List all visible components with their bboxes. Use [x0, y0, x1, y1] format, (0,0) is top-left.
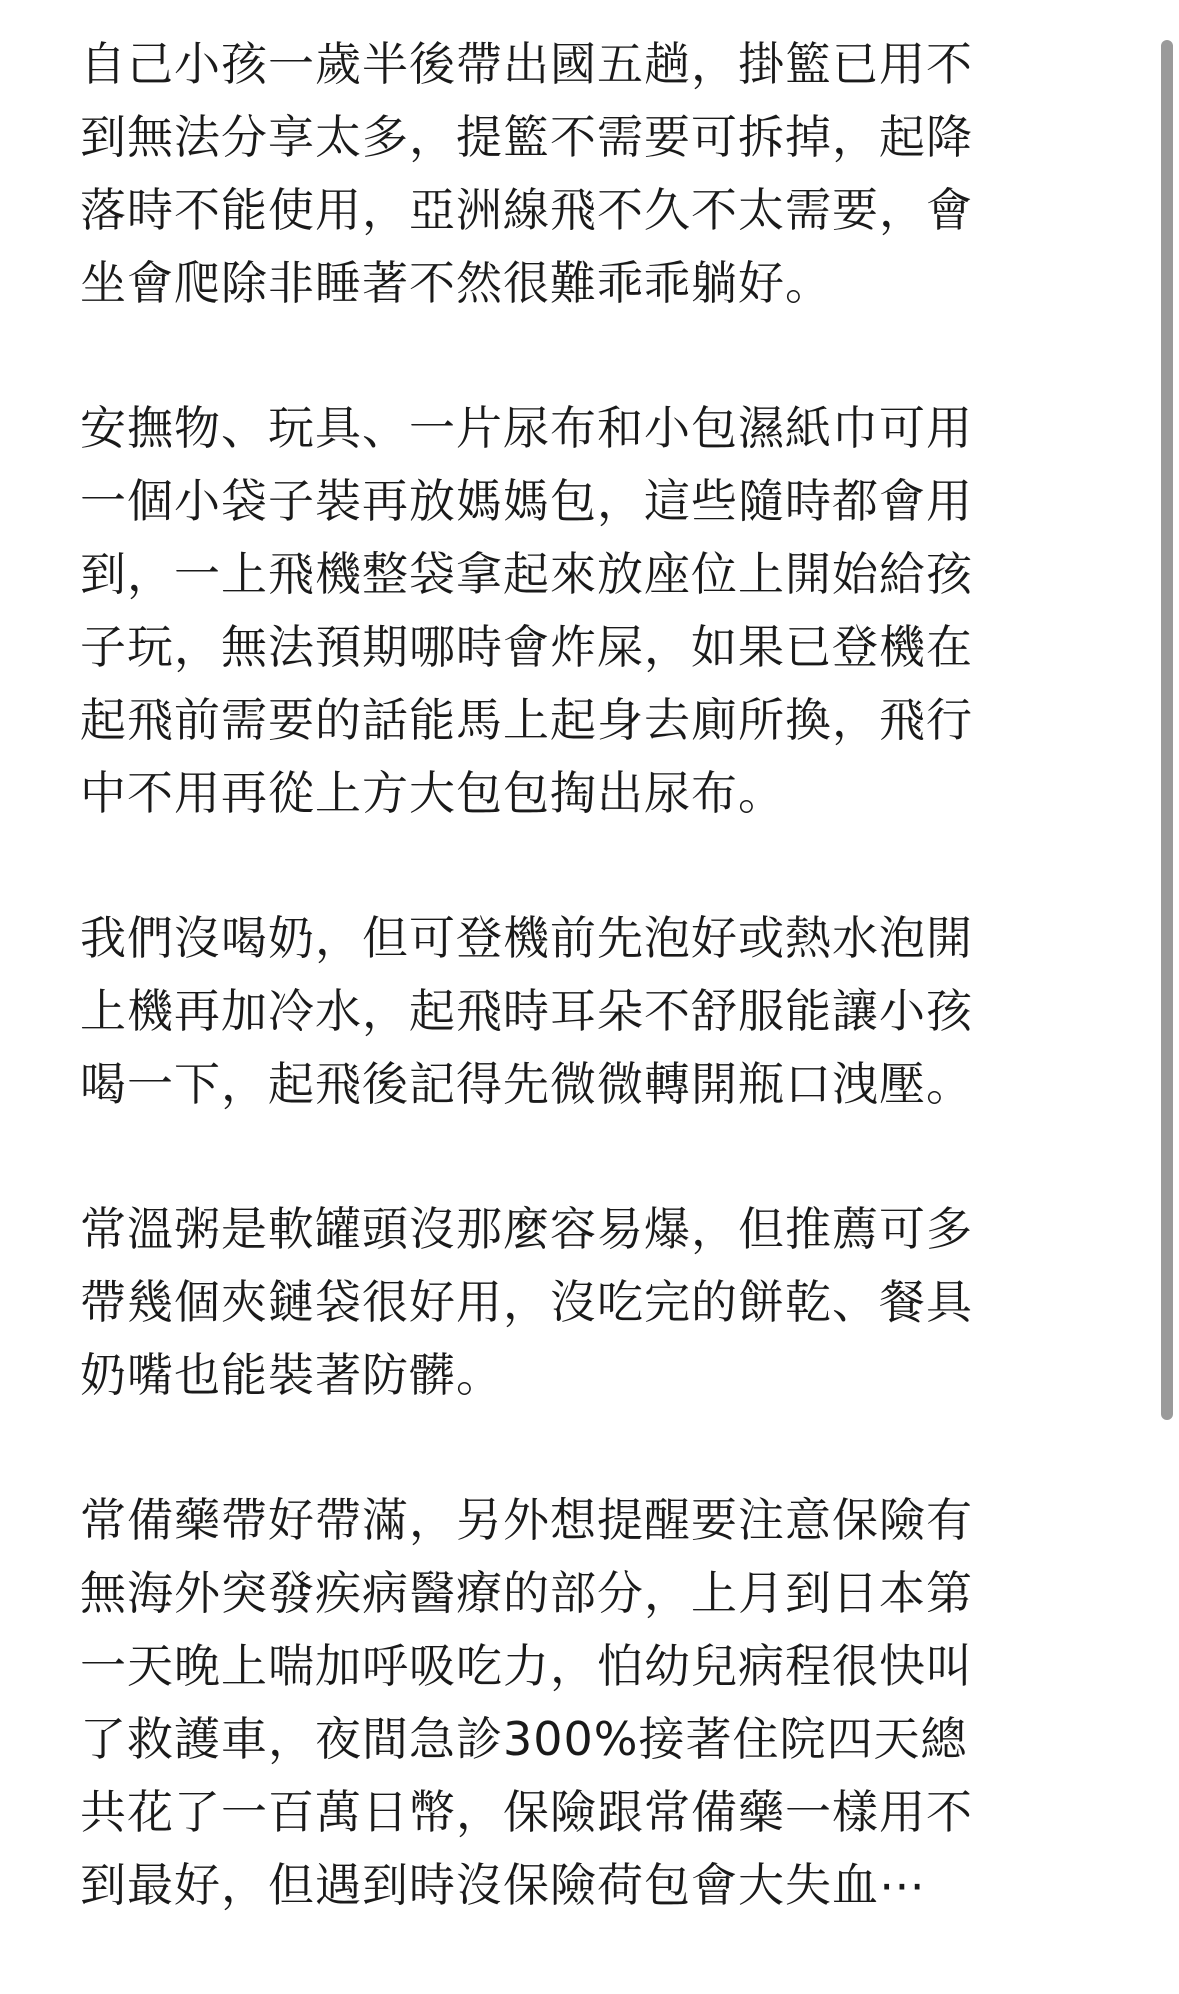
text-line: 安撫物、玩具、一片尿布和小包濕紙巾可用 [80, 401, 973, 455]
text-line: 到無法分享太多，提籃不需要可拆掉，起降 [80, 110, 973, 164]
text-line: 一天晚上喘加呼吸吃力，怕幼兒病程很快叫 [80, 1639, 973, 1693]
text-line: 奶嘴也能裝著防髒。 [80, 1348, 503, 1402]
text-line: 落時不能使用，亞洲線飛不久不太需要，會 [80, 183, 973, 237]
text-line: 子玩，無法預期哪時會炸屎，如果已登機在 [80, 620, 973, 674]
text-line: 共花了一百萬日幣，保險跟常備藥一樣用不 [80, 1785, 973, 1839]
text-line: 自己小孩一歲半後帶出國五趟，掛籃已用不 [80, 37, 973, 91]
text-line: 常溫粥是軟罐頭沒那麼容易爆，但推薦可多 [80, 1202, 973, 1256]
text-line: 上機再加冷水，起飛時耳朵不舒服能讓小孩 [80, 984, 973, 1038]
text-line: 一個小袋子裝再放媽媽包，這些隨時都會用 [80, 474, 973, 528]
paragraph-bassinet [80, 28, 1080, 320]
paragraph-milk [80, 902, 1080, 1121]
text-line: 我們沒喝奶，但可登機前先泡好或熱水泡開 [80, 911, 973, 965]
post-body [80, 28, 1080, 1994]
paragraph-medicine-insurance [80, 1484, 1080, 1922]
text-line: 到，一上飛機整袋拿起來放座位上開始給孩 [80, 547, 973, 601]
scrollbar[interactable] [1155, 0, 1179, 1919]
paragraph-comfort-items [80, 392, 1080, 830]
text-line: 常備藥帶好帶滿，另外想提醒要注意保險有 [80, 1493, 973, 1547]
text-line: 帶幾個夾鏈袋很好用，沒吃完的餅乾、餐具 [80, 1275, 973, 1329]
paragraph-congee [80, 1193, 1080, 1412]
text-line: 了救護車，夜間急診300%接著住院四天總 [80, 1712, 968, 1766]
scrollbar-thumb[interactable] [1161, 40, 1173, 1420]
text-line: 喝一下，起飛後記得先微微轉開瓶口洩壓。 [80, 1057, 973, 1111]
text-line: 無海外突發疾病醫療的部分，上月到日本第 [80, 1566, 973, 1620]
text-line: 起飛前需要的話能馬上起身去廁所換，飛行 [80, 693, 973, 747]
text-line: 到最好，但遇到時沒保險荷包會大失血⋯ [80, 1858, 926, 1912]
text-line: 坐會爬除非睡著不然很難乖乖躺好。 [80, 256, 832, 310]
text-line: 中不用再從上方大包包掏出尿布。 [80, 766, 785, 820]
